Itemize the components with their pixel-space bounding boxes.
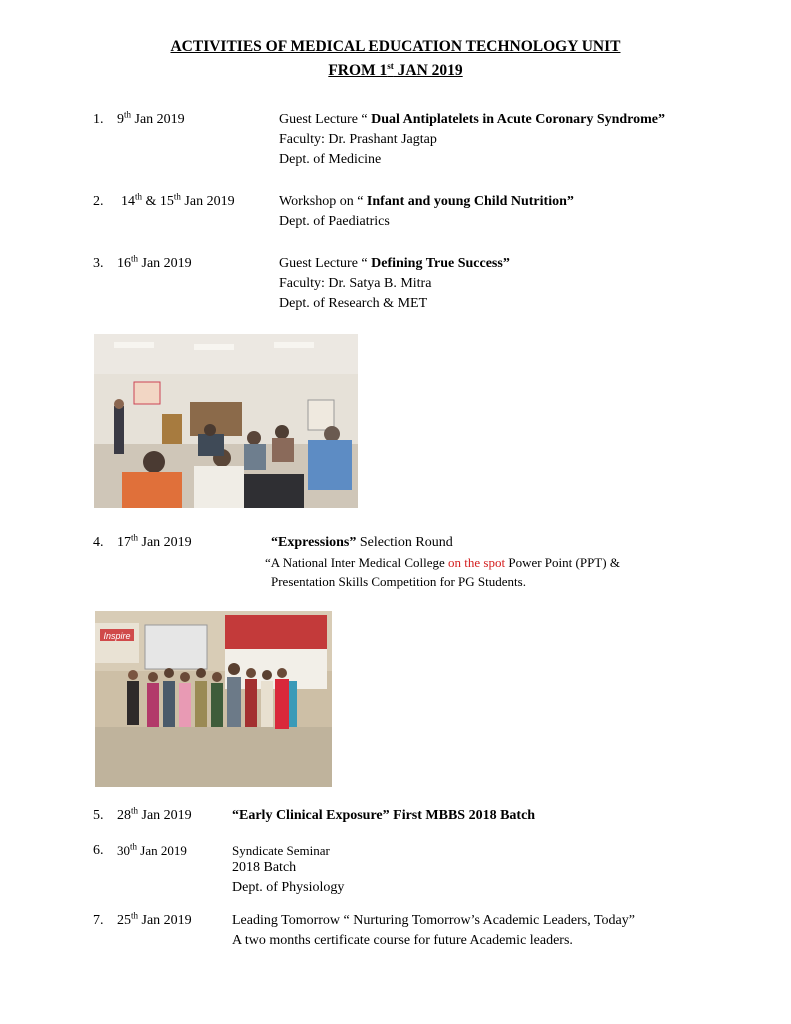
item-3-title: Guest Lecture “ Defining True Success” bbox=[279, 256, 510, 271]
item-2-number: 2. bbox=[93, 194, 104, 209]
item-6-dept: Dept. of Physiology bbox=[232, 880, 345, 895]
item-4-title: “Expressions” Selection Round bbox=[271, 535, 453, 550]
item-4-number: 4. bbox=[93, 535, 104, 550]
document-subtitle: FROM 1st JAN 2019 bbox=[328, 60, 463, 79]
item-3-number: 3. bbox=[93, 256, 104, 271]
item-2-title: Workshop on “ Infant and young Child Nutrition” bbox=[279, 194, 574, 209]
item-2-dept: Dept. of Paediatrics bbox=[279, 214, 390, 229]
item-1-number: 1. bbox=[93, 112, 104, 127]
item-6-date: 30th Jan 2019 bbox=[117, 841, 187, 858]
item-3-faculty: Faculty: Dr. Satya B. Mitra bbox=[279, 276, 432, 291]
item-7-title: Leading Tomorrow “ Nurturing Tomorrow’s Academic Leaders, Today” bbox=[232, 913, 635, 928]
item-5-date: 28th Jan 2019 bbox=[117, 805, 192, 823]
item-3-date: 16th Jan 2019 bbox=[117, 253, 192, 271]
item-5-title: “Early Clinical Exposure” First MBBS 2018 Batch bbox=[232, 808, 536, 823]
item-1-title: Guest Lecture “ Dual Antiplatelets in Acute Coronary Syndrome” bbox=[279, 112, 666, 127]
item-1-date: 9th Jan 2019 bbox=[117, 109, 185, 127]
item-4-description-2: Presentation Skills Competition for PG Students. bbox=[271, 574, 526, 589]
banner-text: Inspire bbox=[103, 631, 131, 641]
item-4-date: 17th Jan 2019 bbox=[117, 532, 192, 550]
item-7-number: 7. bbox=[93, 913, 104, 928]
item-5-number: 5. bbox=[93, 808, 104, 823]
lecture-photo bbox=[94, 334, 358, 508]
item-6-number: 6. bbox=[93, 843, 104, 858]
item-7-date: 25th Jan 2019 bbox=[117, 910, 192, 928]
lecture-photo-graphic bbox=[94, 334, 358, 508]
item-6-title: Syndicate Seminar bbox=[232, 843, 330, 858]
group-photo bbox=[95, 611, 332, 787]
document-title: ACTIVITIES OF MEDICAL EDUCATION TECHNOLOGY UNIT bbox=[170, 38, 621, 55]
item-1-faculty: Faculty: Dr. Prashant Jagtap bbox=[279, 132, 437, 147]
item-7-description: A two months certificate course for future Academic leaders. bbox=[232, 933, 573, 948]
item-2-date: 14th & 15th Jan 2019 bbox=[121, 191, 235, 209]
item-6-batch: 2018 Batch bbox=[232, 860, 297, 875]
group-photo-graphic bbox=[95, 611, 332, 787]
item-1-dept: Dept. of Medicine bbox=[279, 152, 382, 167]
item-4-description: “A National Inter Medical College on the spot Power Point (PPT) & bbox=[265, 555, 620, 570]
item-3-dept: Dept. of Research & MET bbox=[279, 296, 428, 311]
